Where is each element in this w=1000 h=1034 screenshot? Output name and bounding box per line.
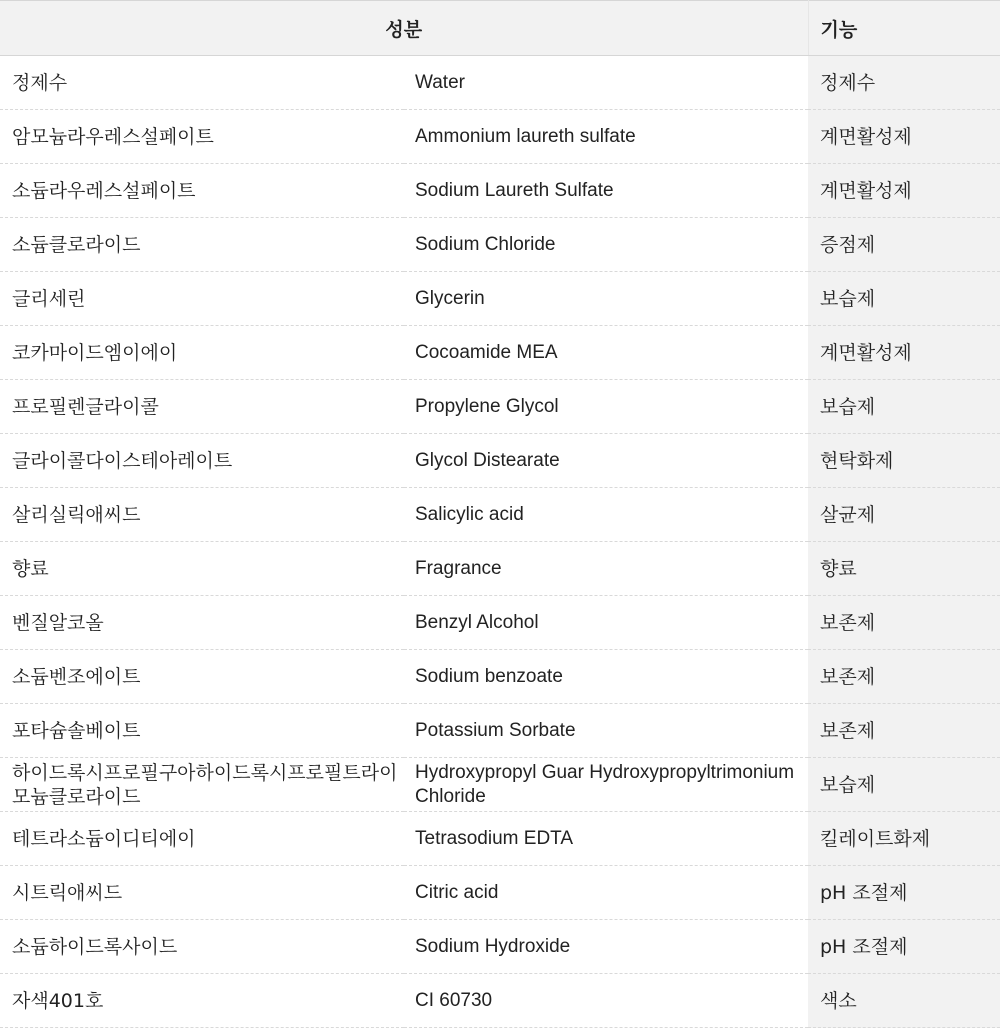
table-row xyxy=(0,110,1000,164)
function-cell: 계면활성제 xyxy=(808,326,1000,380)
table-row xyxy=(0,164,1000,218)
english-name-cell: Potassium Sorbate xyxy=(404,704,808,758)
function-cell: 살균제 xyxy=(808,488,1000,542)
function-cell: 색소 xyxy=(808,974,1000,1028)
function-cell: 보습제 xyxy=(808,380,1000,434)
english-name-cell: Hydroxypropyl Guar Hydroxypropyltrimonium Chloride xyxy=(404,758,808,812)
korean-name-cell: 시트릭애씨드 xyxy=(0,866,404,920)
function-cell: 보존제 xyxy=(808,596,1000,650)
english-name-cell: Glycol Distearate xyxy=(404,434,808,488)
english-name-cell: Sodium Chloride xyxy=(404,218,808,272)
function-cell: pH 조절제 xyxy=(808,920,1000,974)
korean-name-cell: 소듐벤조에이트 xyxy=(0,650,404,704)
english-name-cell: Propylene Glycol xyxy=(404,380,808,434)
english-name-cell: Water xyxy=(404,56,808,110)
table-row xyxy=(0,920,1000,974)
korean-name-cell: 자색401호 xyxy=(0,974,404,1028)
english-name-cell: Cocoamide MEA xyxy=(404,326,808,380)
korean-name-cell: 프로필렌글라이콜 xyxy=(0,380,404,434)
function-cell: 계면활성제 xyxy=(808,110,1000,164)
english-name-cell: Benzyl Alcohol xyxy=(404,596,808,650)
table-header xyxy=(0,1,1000,56)
table-row xyxy=(0,650,1000,704)
korean-name-cell: 소듐하이드록사이드 xyxy=(0,920,404,974)
table-row xyxy=(0,488,1000,542)
function-cell: pH 조절제 xyxy=(808,866,1000,920)
table-row xyxy=(0,218,1000,272)
table-row xyxy=(0,866,1000,920)
korean-name-cell: 포타슘솔베이트 xyxy=(0,704,404,758)
function-cell: 킬레이트화제 xyxy=(808,812,1000,866)
table-row xyxy=(0,434,1000,488)
korean-name-cell: 글라이콜다이스테아레이트 xyxy=(0,434,404,488)
korean-name-cell: 테트라소듐이디티에이 xyxy=(0,812,404,866)
ingredient-header: 성분 xyxy=(0,1,808,56)
table-row xyxy=(0,542,1000,596)
korean-name-cell: 글리세린 xyxy=(0,272,404,326)
function-cell: 보존제 xyxy=(808,704,1000,758)
function-header: 기능 xyxy=(808,1,1000,56)
korean-name-cell: 살리실릭애씨드 xyxy=(0,488,404,542)
function-cell: 계면활성제 xyxy=(808,164,1000,218)
english-name-cell: Sodium benzoate xyxy=(404,650,808,704)
korean-name-cell: 정제수 xyxy=(0,56,404,110)
english-name-cell: CI 60730 xyxy=(404,974,808,1028)
english-name-cell: Sodium Hydroxide xyxy=(404,920,808,974)
english-name-cell: Salicylic acid xyxy=(404,488,808,542)
function-cell: 보존제 xyxy=(808,650,1000,704)
table-row xyxy=(0,704,1000,758)
table-row xyxy=(0,758,1000,812)
header-row xyxy=(0,1,1000,56)
korean-name-cell: 벤질알코올 xyxy=(0,596,404,650)
english-name-cell: Sodium Laureth Sulfate xyxy=(404,164,808,218)
function-cell: 증점제 xyxy=(808,218,1000,272)
korean-name-cell: 향료 xyxy=(0,542,404,596)
korean-name-cell: 소듐클로라이드 xyxy=(0,218,404,272)
table-row xyxy=(0,974,1000,1028)
function-cell: 현탁화제 xyxy=(808,434,1000,488)
function-cell: 보습제 xyxy=(808,272,1000,326)
english-name-cell: Glycerin xyxy=(404,272,808,326)
english-name-cell: Ammonium laureth sulfate xyxy=(404,110,808,164)
table-row xyxy=(0,272,1000,326)
table-row xyxy=(0,380,1000,434)
function-cell: 정제수 xyxy=(808,56,1000,110)
korean-name-cell: 코카마이드엠이에이 xyxy=(0,326,404,380)
function-cell: 보습제 xyxy=(808,758,1000,812)
korean-name-cell: 소듐라우레스설페이트 xyxy=(0,164,404,218)
korean-name-cell: 암모늄라우레스설페이트 xyxy=(0,110,404,164)
english-name-cell: Citric acid xyxy=(404,866,808,920)
table-row xyxy=(0,56,1000,110)
table-row xyxy=(0,326,1000,380)
table-body xyxy=(0,56,1000,1028)
table-row xyxy=(0,812,1000,866)
korean-name-cell: 하이드록시프로필구아하이드록시프로필트라이모늄클로라이드 xyxy=(0,758,404,812)
english-name-cell: Fragrance xyxy=(404,542,808,596)
english-name-cell: Tetrasodium EDTA xyxy=(404,812,808,866)
table-row xyxy=(0,596,1000,650)
function-cell: 향료 xyxy=(808,542,1000,596)
